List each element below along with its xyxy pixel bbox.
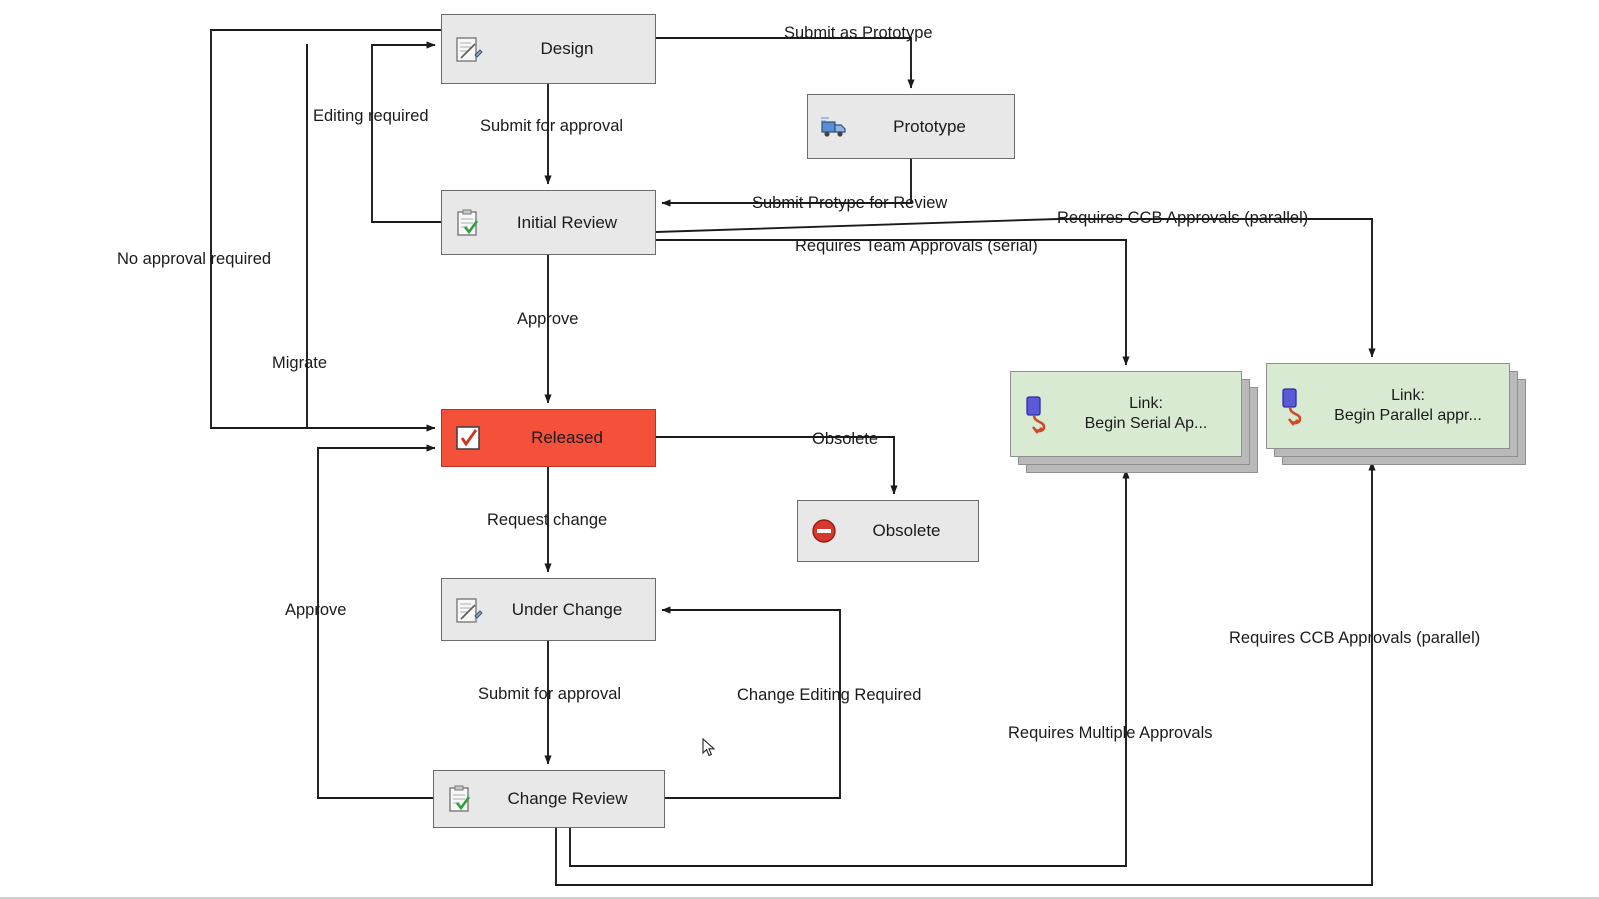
node-label: Obsolete	[872, 521, 941, 540]
edge-label-submit-for-approval-2: Submit for approval	[478, 685, 622, 703]
node-label: Released	[531, 428, 603, 447]
node-design[interactable]	[441, 14, 656, 84]
review-clipboard-icon	[443, 782, 477, 816]
link-label-line2: Begin Serial Ap...	[1084, 415, 1208, 432]
edge-label-requires-ccb-parallel-bottom: Requires CCB Approvals (parallel)	[1229, 629, 1481, 647]
link-label	[1315, 386, 1509, 426]
node-label: Prototype	[893, 116, 966, 136]
prototype-truck-icon	[817, 110, 851, 144]
edge-label-submit-for-approval-1: Submit for approval	[480, 117, 624, 135]
edge-label-requires-multiple-approvals: Requires Multiple Approvals	[1008, 724, 1213, 742]
node-label: Under Change	[511, 599, 623, 619]
link-card[interactable]	[1266, 363, 1510, 449]
design-pencil-icon	[451, 593, 485, 627]
edge-label-approve-1: Approve	[517, 310, 579, 328]
obsolete-stop-icon	[807, 514, 841, 548]
link-node-serial-approval[interactable]	[1010, 371, 1260, 475]
review-clipboard-icon	[451, 206, 485, 240]
edge-label-obsolete: Obsolete	[812, 430, 879, 448]
edge-label-requires-ccb-parallel-top: Requires CCB Approvals (parallel)	[1057, 209, 1309, 227]
link-flag-icon	[1021, 392, 1059, 436]
node-label: Design	[540, 39, 594, 58]
edge-label-migrate: Migrate	[272, 354, 328, 372]
edge-label-change-editing-required: Change Editing Required	[737, 686, 922, 704]
node-released[interactable]	[441, 409, 656, 467]
link-label-line2: Begin Parallel appr...	[1334, 407, 1482, 424]
node-label: Change Review	[507, 789, 628, 808]
edge-label-no-approval-required: No approval required	[117, 250, 272, 268]
node-label: Initial Review	[516, 212, 618, 232]
link-label-line1: Link:	[1391, 387, 1425, 404]
edge-label-submit-prototype-for-review: Submit Protype for Review	[752, 194, 948, 212]
node-initial-review[interactable]	[441, 190, 656, 255]
edge-label-submit-as-prototype: Submit as Prototype	[784, 24, 933, 42]
design-pencil-icon	[451, 32, 485, 66]
mouse-cursor	[702, 738, 716, 758]
edge-label-requires-team-serial: Requires Team Approvals (serial)	[795, 237, 1038, 255]
node-obsolete[interactable]	[797, 500, 979, 562]
link-label-line1: Link:	[1129, 395, 1163, 412]
link-node-parallel-approval[interactable]	[1266, 363, 1528, 467]
node-change-review[interactable]	[433, 770, 665, 828]
edge-label-editing-required: Editing required	[313, 107, 429, 125]
link-card[interactable]	[1010, 371, 1242, 457]
node-prototype[interactable]	[807, 94, 1015, 159]
released-check-icon	[451, 421, 485, 455]
node-under-change[interactable]	[441, 578, 656, 641]
edge-label-approve-2: Approve	[285, 601, 347, 619]
link-label	[1059, 394, 1241, 434]
link-flag-icon	[1277, 384, 1315, 428]
edge-label-request-change: Request change	[487, 511, 608, 529]
